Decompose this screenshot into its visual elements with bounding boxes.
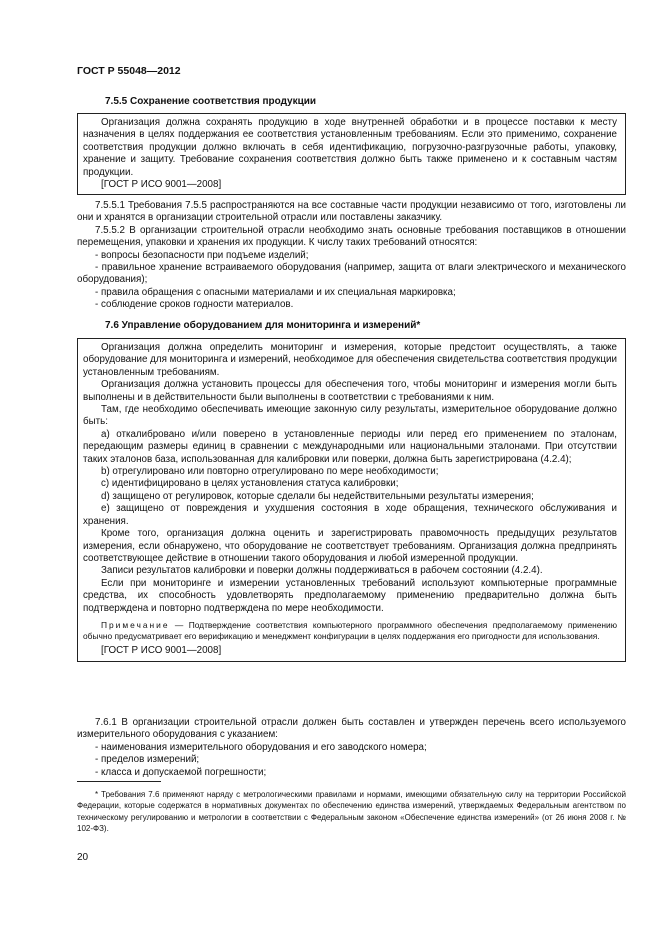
section-7-5-5-body [77,200,626,312]
note-label: Примечание [101,619,170,630]
footnote [77,789,626,835]
quote-paragraph: Организация должна определить мониторинг и измерения, которые предстоит осуществлять, а также оборудование для мониторинга и измерений, необходимое для обеспечения свидетельства соответствия продукции установленным требованиям. [83,342,617,378]
quote-paragraph: Записи результатов калибровки и поверки должны поддерживаться в рабочем состоянии (4.2.4). [101,565,543,577]
list-item: - наименования измерительного оборудования и его заводского номера; [95,741,427,753]
quote-list-item: e) защищено от повреждения и ухудшения состояния в ходе обращения, технического обслуживания и хранения. [83,503,617,527]
quote-box-7-5-5 [77,113,626,195]
quote-paragraph: Там, где необходимо обеспечивать имеющие законную силу результаты, измерительное оборудование должно быть: [83,404,617,428]
paragraph-7-5-5-2: 7.5.5.2 В организации строительной отрасли необходимо знать основные требования поставщиков в отношении перемещения, упаковки и хранения их продукции. К числу таких требований относятся: [77,224,626,249]
page-number: 20 [77,852,89,863]
section-heading-7-6: 7.6 Управление оборудованием для мониторинга и измерений* [105,320,421,331]
quote-list-item: a) откалибровано и/или поверено в установленные периоды или перед его применением по эталонам, передающим размеры единиц в сравнении с международными или национальными эталонами. При отсутствии таких эталонов база, использованная для калибровки или поверки, должна быть зарегистрирована (4.2.4); [83,428,617,465]
paragraph-7-5-5-1: 7.5.5.1 Требования 7.5.5 распространяются на все составные части продукции независимо от того, изготовлены ли они и хранятся в организации строительной отрасли или поставлены заказчику. [77,200,626,224]
quote-text: Организация должна сохранять продукцию в ходе внутренней обработки и в процессе поставки к месту назначения в целях поддержания ее соответствия установленным требованиям. Если это применимо, сохранение соответствия продукции должно включать в себя идентификацию, погрузочно-разгрузочные работы, упаковку, хранение и защиту. Требование сохранения соответствия должно быть также применено и к составным частям продукции. [83,117,617,178]
quote-paragraph: Организация должна установить процессы для обеспечения того, чтобы мониторинг и измерения могли быть выполнены и в действительности были выполнены в соответствии с требованиями к ним. [83,379,617,403]
list-item: - правила обращения с опасными материалами и их специальная маркировка; [95,286,456,298]
paragraph-7-6-1: 7.6.1 В организации строительной отрасли должен быть составлен и утвержден перечень всего используемого измерительного оборудования с указанием: [77,717,626,741]
list-item: - вопросы безопасности при подъеме изделий; [95,249,309,261]
list-item: - соблюдение сроков годности материалов. [95,299,294,311]
section-heading-7-5-5: 7.5.5 Сохранение соответствия продукции [105,96,317,107]
footnote-divider [77,781,161,782]
list-item: - класса и допускаемой погрешности; [95,766,267,778]
note-text: — Подтверждение соответствия компьютерного программного обеспечения предполагаемому применению обычно предусматривает его верификацию и менеджмент конфигурации в целях поддержания его пригодности для использования. [83,619,617,642]
list-item: - пределов измерений; [95,754,200,766]
quote-reference: [ГОСТ Р ИСО 9001—2008] [101,179,222,191]
quote-list-item: b) отрегулировано или повторно отрегулировано по мере необходимости; [101,466,439,478]
quote-paragraph: Кроме того, организация должна оценить и зарегистрировать правомочность предыдущих результатов измерения, если обнаружено, что оборудование не соответствует требованиям. Организация должна предпринять соответствующее действие в отношении такого оборудования и любой измеренной продукции. [83,528,617,564]
quote-paragraph: Если при мониторинге и измерении установленных требований используют компьютерные программные средства, их способность удовлетворять предполагаемому применению предварительно должна быть подтверждена и повторно подтверждена по мере необходимости. [83,577,617,614]
section-7-6 [77,319,626,332]
quote-box-7-6 [77,338,626,662]
section-7-6-1-body [77,717,626,779]
note [83,620,617,642]
document-header: ГОСТ Р 55048—2012 [77,65,181,77]
quote-reference: [ГОСТ Р ИСО 9001—2008] [101,645,222,657]
quote-list-item: d) защищено от регулировок, которые сделали бы недействительными результаты измерения; [101,490,534,502]
quote-list-item: c) идентифицировано в целях установления статуса калибровки; [101,478,399,490]
section-7-5-5 [77,95,626,108]
footnote-text: * Требования 7.6 применяют наряду с метрологическими правилами и нормами, имеющими обязательную силу на территории Российской Федерации, которые содержатся в нормативных документах по обеспечению единства измерений, утверждаемых Федеральным агентством по техническому регулированию и метрологии в соответствии с Федеральным законом «Обеспечение единства измерений» (от 26 июня 2008 г. № 102-ФЗ). [77,790,626,834]
list-item: - правильное хранение встраиваемого оборудования (например, защита от влаги электрического и механического оборудования); [77,262,626,286]
